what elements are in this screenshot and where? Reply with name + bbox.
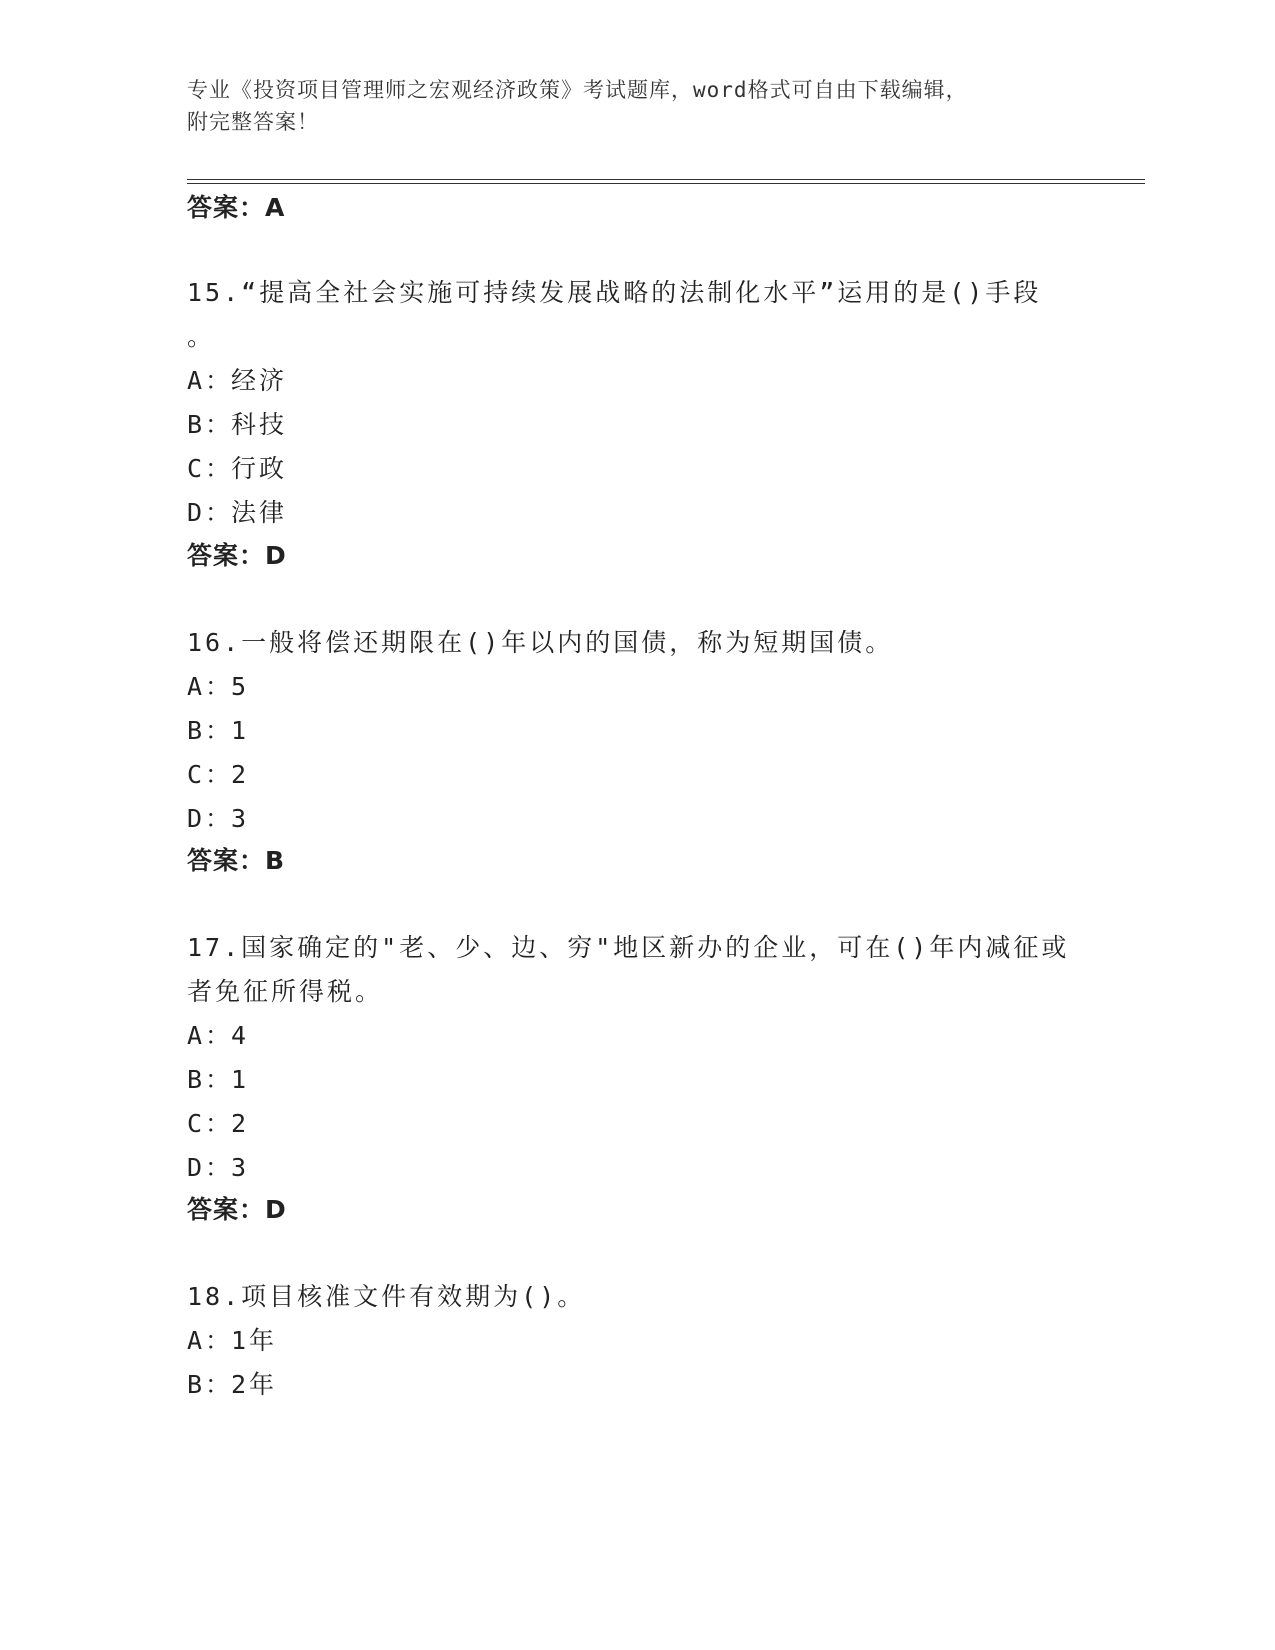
option-text: 3 <box>231 1153 250 1182</box>
question-15-answer: 答案：D <box>187 541 287 570</box>
option-text: 法律 <box>231 498 288 527</box>
question-17-option-c <box>187 1104 249 1140</box>
option-text: 2 <box>231 760 250 789</box>
option-key: A： <box>187 1326 234 1355</box>
previous-answer: 答案：A <box>187 193 286 222</box>
question-18-option-a <box>187 1321 277 1357</box>
question-17-option-b <box>187 1060 249 1096</box>
question-16-stem: 16.一般将偿还期限在()年以内的国债，称为短期国债。 <box>187 628 894 657</box>
question-18-option-b <box>187 1365 277 1401</box>
option-text: 2年 <box>231 1370 278 1399</box>
option-key: A： <box>187 1021 234 1050</box>
option-key: B： <box>187 410 234 439</box>
option-key: D： <box>187 1153 234 1182</box>
option-key: C： <box>187 760 234 789</box>
question-17-option-d <box>187 1148 249 1184</box>
question-15-stem: 15.“提高全社会实施可持续发展战略的法制化水平”运用的是()手段 <box>187 278 1042 307</box>
document-header <box>187 74 1067 138</box>
option-key: B： <box>187 1065 234 1094</box>
header-line-1: 专业《投资项目管理师之宏观经济政策》考试题库，word格式可自由下载编辑， <box>187 78 968 102</box>
option-text: 1年 <box>231 1326 278 1355</box>
question-17-option-a <box>187 1016 249 1052</box>
option-key: A： <box>187 366 234 395</box>
option-text: 科技 <box>231 410 288 439</box>
question-15-option-a <box>187 361 287 397</box>
option-text: 行政 <box>231 454 288 483</box>
question-16-option-c <box>187 755 249 791</box>
question-16-option-b <box>187 711 249 747</box>
option-text: 3 <box>231 804 250 833</box>
question-16-option-a <box>187 667 249 703</box>
question-15-option-d <box>187 493 287 529</box>
option-key: D： <box>187 498 234 527</box>
header-divider-top <box>187 179 1145 180</box>
option-text: 1 <box>231 1065 250 1094</box>
option-key: B： <box>187 1370 234 1399</box>
option-text: 经济 <box>231 366 288 395</box>
question-18-stem: 18.项目核准文件有效期为()。 <box>187 1282 586 1311</box>
option-text: 2 <box>231 1109 250 1138</box>
question-16-answer: 答案：B <box>187 846 286 875</box>
question-17-stem-cont: 者免征所得税。 <box>187 977 384 1006</box>
question-15-stem-cont: 。 <box>187 322 216 351</box>
question-17-stem: 17.国家确定的"老、少、边、穷"地区新办的企业，可在()年内减征或 <box>187 933 1070 962</box>
question-17-answer: 答案：D <box>187 1195 287 1224</box>
question-15-option-c <box>187 449 287 485</box>
question-16-option-d <box>187 799 249 835</box>
header-line-2: 附完整答案！ <box>187 110 319 134</box>
option-key: C： <box>187 454 234 483</box>
question-15-option-b <box>187 405 287 441</box>
option-text: 5 <box>231 672 250 701</box>
header-divider-bottom <box>187 183 1145 184</box>
option-key: C： <box>187 1109 234 1138</box>
option-key: D： <box>187 804 234 833</box>
option-text: 4 <box>231 1021 250 1050</box>
option-text: 1 <box>231 716 250 745</box>
option-key: B： <box>187 716 234 745</box>
option-key: A： <box>187 672 234 701</box>
